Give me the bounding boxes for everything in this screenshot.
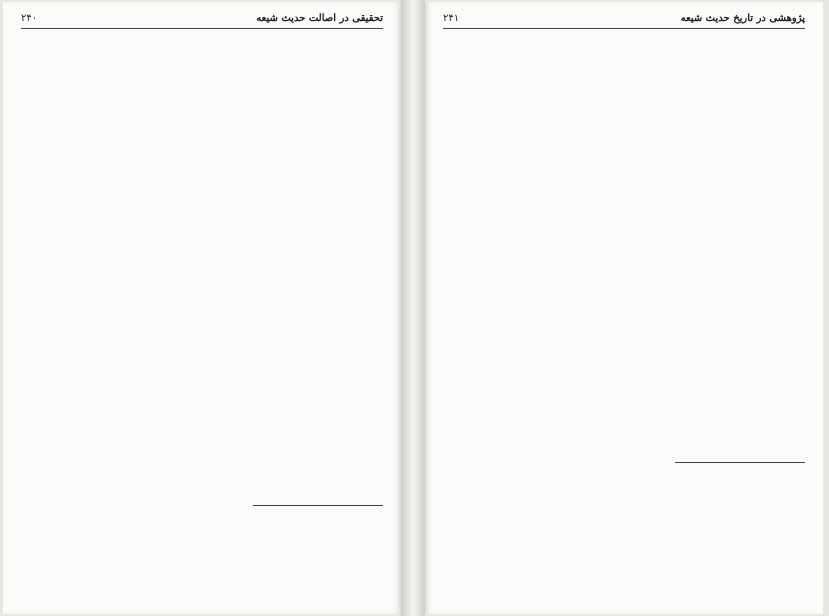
body-line	[21, 398, 383, 416]
body-line	[21, 325, 383, 343]
left-footnotes	[21, 510, 383, 602]
body-line	[443, 143, 805, 161]
body-line	[443, 361, 805, 379]
body-line	[21, 471, 383, 489]
footnote	[443, 537, 805, 549]
left-footnote-rule	[253, 505, 383, 506]
body-line	[443, 180, 805, 198]
body-line	[21, 270, 383, 288]
body-line	[21, 434, 383, 452]
body-line	[21, 70, 383, 88]
footnote	[21, 533, 383, 545]
footnote	[443, 526, 805, 538]
body-line	[443, 70, 805, 88]
body-line	[443, 398, 805, 416]
right-footnote-rule	[675, 462, 805, 463]
body-line	[443, 125, 805, 143]
right-footnotes	[443, 468, 805, 606]
body-line	[443, 434, 805, 452]
footnote	[443, 572, 805, 584]
body-line	[21, 416, 383, 434]
footnote	[21, 556, 383, 568]
body-line	[21, 107, 383, 125]
footnote	[443, 491, 805, 503]
left-running-header: تحقیقی در اصالت حدیث شیعه	[256, 13, 383, 24]
right-page-number: ۲۴۱	[443, 13, 460, 24]
body-line	[21, 216, 383, 234]
body-line	[443, 307, 805, 325]
footnote	[21, 522, 383, 534]
body-line	[443, 107, 805, 125]
footnote	[443, 583, 805, 595]
body-line	[21, 89, 383, 107]
right-running-header: پژوهشی در تاریخ حدیث شیعه	[680, 13, 805, 24]
footnote	[443, 514, 805, 526]
footnote	[443, 480, 805, 492]
left-page-header	[21, 12, 383, 29]
body-line	[21, 234, 383, 252]
right-body-text	[443, 34, 805, 452]
body-line	[443, 216, 805, 234]
left-page	[3, 2, 401, 614]
body-line	[443, 380, 805, 398]
footnote	[21, 579, 383, 591]
footnote	[443, 560, 805, 572]
body-line	[443, 52, 805, 70]
body-line	[21, 161, 383, 179]
left-page-number: ۲۴۰	[21, 13, 38, 24]
footnote	[21, 568, 383, 580]
right-page	[425, 2, 823, 614]
body-line	[443, 198, 805, 216]
body-line	[21, 343, 383, 361]
body-line	[21, 361, 383, 379]
body-line	[21, 125, 383, 143]
body-line	[443, 416, 805, 434]
footnote	[443, 503, 805, 515]
footnote	[443, 468, 805, 480]
right-page-header	[443, 12, 805, 29]
footnote	[21, 545, 383, 557]
body-line	[21, 289, 383, 307]
body-line	[21, 34, 383, 52]
body-line	[21, 180, 383, 198]
body-line	[443, 289, 805, 307]
body-line	[443, 270, 805, 288]
body-line	[443, 161, 805, 179]
book-gutter	[401, 0, 425, 616]
body-line	[21, 380, 383, 398]
body-line	[443, 343, 805, 361]
footnote	[21, 591, 383, 603]
body-line	[21, 252, 383, 270]
body-line	[21, 307, 383, 325]
body-line	[443, 325, 805, 343]
footnote	[21, 510, 383, 522]
body-line	[443, 252, 805, 270]
footnote	[443, 595, 805, 607]
footnote	[443, 549, 805, 561]
body-line	[443, 34, 805, 52]
body-line	[443, 234, 805, 252]
body-line	[21, 143, 383, 161]
body-line	[21, 452, 383, 470]
body-line	[21, 52, 383, 70]
body-line	[443, 89, 805, 107]
body-line	[21, 198, 383, 216]
left-body-text	[21, 34, 383, 489]
